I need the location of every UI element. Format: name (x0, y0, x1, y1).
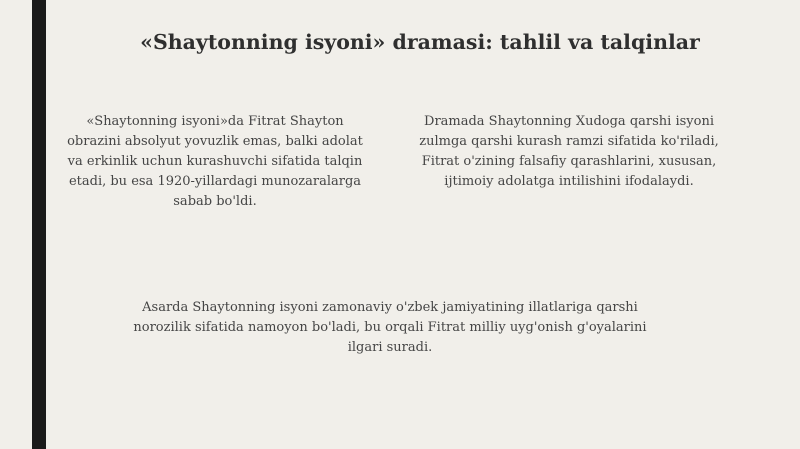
slide-title: «Shaytonning isyoni» dramasi: tahlil va talqinlar (140, 30, 700, 54)
left-accent-bar (32, 0, 46, 449)
paragraph-left: «Shaytonning isyoni»da Fitrat Shayton obrazini absolyut yovuzlik emas, balki adolat va erkinlik uchun kurashuvchi sifatida talqin etadi, bu esa 1920-yillardagi munozaralarga sabab bo'ldi. (67, 114, 363, 209)
paragraph-bottom: Asarda Shaytonning isyoni zamonaviy o'zbek jamiyatining illatlariga qarshi norozilik sifatida namoyon bo'ladi, bu orqali Fitrat milliy uyg'onish g'oyalarini ilgari suradi. (133, 300, 647, 355)
paragraph-right: Dramada Shaytonning Xudoga qarshi isyoni zulmga qarshi kurash ramzi sifatida ko'riladi, Fitrat o'zining falsafiy qarashlarini, xususan, ijtimoiy adolatga intilishini ifodalaydi. (419, 114, 719, 189)
